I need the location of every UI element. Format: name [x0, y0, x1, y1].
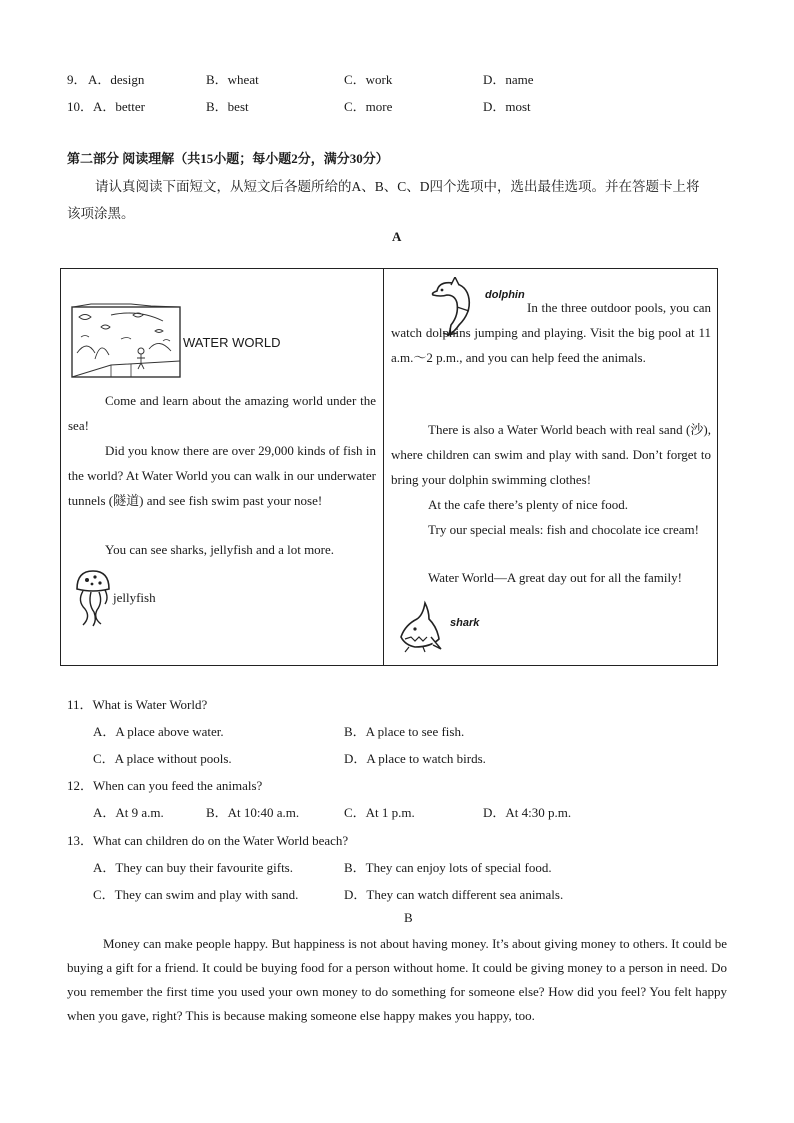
column-divider: [383, 269, 384, 665]
q13-option-c: C．They can swim and play with sand.: [93, 887, 299, 902]
q11-option-c: C．A place without pools.: [93, 751, 232, 766]
section-a-heading: A: [392, 229, 402, 244]
question-12-stem: 12．When can you feed the animals?: [67, 778, 263, 793]
part2-title: 第二部分 阅读理解（共15小题；每小题2分，满分30分）: [67, 151, 389, 166]
jellyfish-label: jellyfish: [113, 590, 156, 605]
option-b: B．best: [206, 99, 249, 114]
question-number: 10．: [67, 99, 94, 114]
ad-right-paragraph-4: Try our special meals: fish and chocolate ice cream!: [428, 522, 699, 537]
option-b: B．wheat: [206, 72, 259, 87]
option-a: A．design: [88, 72, 145, 87]
ad-right-paragraph-1: In the three outdoor pools, you can watch dolphins jumping and playing. Visit the big pool at 11 a.m.～2 p.m., and you can help feed the animals.: [391, 300, 711, 365]
ad-right-paragraph-5: Water World—A great day out for all the family!: [428, 570, 682, 585]
aquarium-illustration: [71, 303, 183, 387]
instructions-line1: 请认真阅读下面短文，从短文后各题所给的A、B、C、D四个选项中，选出最佳选项。并在答题卡上将: [95, 179, 700, 194]
q11-option-b: B．A place to see fish.: [344, 724, 465, 739]
section-b-heading: B: [404, 910, 413, 925]
q11-option-a: A．A place above water.: [93, 724, 224, 739]
q12-option-d: D．At 4:30 p.m.: [483, 805, 572, 820]
question-11-stem: 11．What is Water World?: [67, 697, 208, 712]
q12-option-b: B．At 10:40 a.m.: [206, 805, 300, 820]
option-a: A．better: [93, 99, 145, 114]
q13-option-a: A．They can buy their favourite gifts.: [93, 860, 293, 875]
ad-right-paragraph-2: There is also a Water World beach with real sand (沙), where children can swim and play with sand. Don’t forget to bring your dolphin swimming clothes!: [391, 422, 711, 487]
option-c: C．work: [344, 72, 393, 87]
dolphin-label: dolphin: [485, 289, 525, 301]
ad-right-paragraph-3: At the cafe there’s plenty of nice food.: [428, 497, 628, 512]
shark-icon: [395, 597, 443, 657]
water-world-ad: [60, 268, 718, 666]
ad-paragraph-1: Come and learn about the amazing world under the sea!: [68, 393, 376, 433]
question-number: 9．: [67, 72, 87, 87]
q12-option-a: A．At 9 a.m.: [93, 805, 164, 820]
ad-paragraph-2: Did you know there are over 29,000 kinds of fish in the world? At Water World you can walk in our underwater tunnels (隧道) and see fish swim past your nose!: [68, 443, 376, 508]
ad-title: WATER WORLD: [183, 335, 281, 350]
option-d: D．name: [483, 72, 534, 87]
q11-option-d: D．A place to watch birds.: [344, 751, 486, 766]
q12-option-c: C．At 1 p.m.: [344, 805, 415, 820]
option-d: D．most: [483, 99, 531, 114]
question-13-stem: 13．What can children do on the Water World beach?: [67, 833, 349, 848]
option-c: C．more: [344, 99, 393, 114]
jellyfish-icon: [73, 569, 113, 633]
q13-option-b: B．They can enjoy lots of special food.: [344, 860, 552, 875]
instructions-line2: 该项涂黑。: [67, 206, 135, 221]
shark-label: shark: [450, 617, 480, 629]
ad-paragraph-3: You can see sharks, jellyfish and a lot more.: [105, 542, 335, 557]
passage-b: Money can make people happy. But happiness is not about having money. It’s about giving money to others. It could be buying a gift for a friend. It could be buying food for a person without home. It could be giving money to a person in need. Do you remember the first time you used your own money to do something for someone else? How did you feel? You felt happy when you gave, right? This is because making someone else happy makes you happy, too.: [67, 936, 727, 1023]
q13-option-d: D．They can watch different sea animals.: [344, 887, 564, 902]
